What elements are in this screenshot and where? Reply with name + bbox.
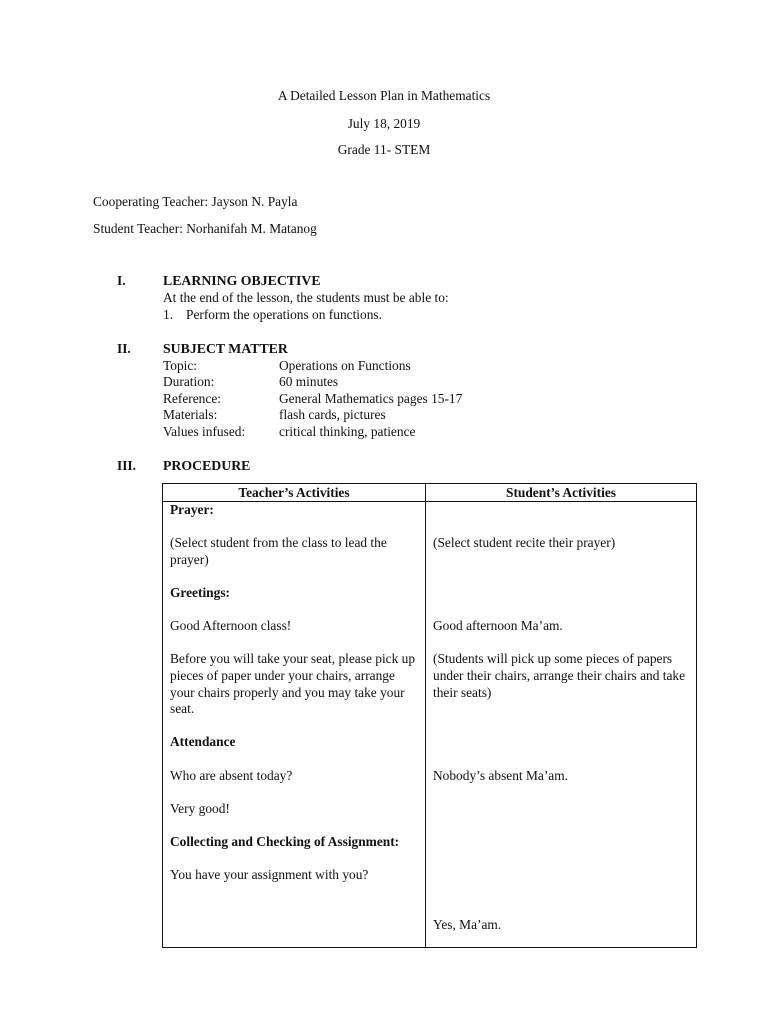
teacher-seat-instruction: Before you will take your seat, please pick up pieces of paper under your chairs, arrange your chairs properly and you may take your seat. bbox=[170, 651, 416, 717]
document-title: A Detailed Lesson Plan in Mathematics bbox=[277, 88, 491, 103]
subject-key-reference: Reference: bbox=[163, 391, 221, 406]
student-greeting: Good afternoon Ma’am. bbox=[433, 618, 563, 634]
subject-value-duration: 60 minutes bbox=[279, 374, 339, 389]
objective-item-number: 1. bbox=[163, 307, 174, 322]
header-student-activities: Student’s Activities bbox=[426, 484, 697, 502]
section-number-2: II. bbox=[117, 341, 131, 356]
section-number-3: III. bbox=[117, 458, 136, 473]
heading-collecting-assignment: Collecting and Checking of Assignment: bbox=[170, 833, 400, 849]
heading-attendance: Attendance bbox=[170, 734, 236, 750]
heading-prayer: Prayer: bbox=[170, 502, 214, 517]
student-teacher: Student Teacher: Norhanifah M. Matanog bbox=[93, 221, 317, 236]
objective-item-text: Perform the operations on functions. bbox=[186, 307, 382, 322]
table-row bbox=[163, 502, 697, 948]
teacher-prayer: (Select student from the class to lead the prayer) bbox=[170, 535, 387, 567]
subject-key-topic: Topic: bbox=[163, 358, 198, 373]
teacher-praise: Very good! bbox=[170, 800, 230, 816]
subject-key-duration: Duration: bbox=[163, 374, 215, 389]
student-prayer: (Select student recite their prayer) bbox=[433, 535, 616, 551]
cooperating-teacher: Cooperating Teacher: Jayson N. Payla bbox=[93, 194, 298, 209]
header-teacher-activities: Teacher’s Activities bbox=[163, 484, 426, 502]
subject-value-reference: General Mathematics pages 15-17 bbox=[279, 391, 463, 406]
section-title-procedure: PROCEDURE bbox=[163, 458, 251, 473]
section-title-learning-objective: LEARNING OBJECTIVE bbox=[163, 273, 321, 288]
subject-value-values: critical thinking, patience bbox=[279, 424, 416, 439]
subject-value-topic: Operations on Functions bbox=[279, 358, 411, 373]
section-number-1: I. bbox=[117, 273, 126, 288]
teacher-assignment-question: You have your assignment with you? bbox=[170, 867, 369, 883]
lesson-date: July 18, 2019 bbox=[347, 116, 421, 131]
section-title-subject-matter: SUBJECT MATTER bbox=[163, 341, 288, 356]
student-activities-cell bbox=[426, 502, 697, 948]
teacher-attendance-question: Who are absent today? bbox=[170, 767, 293, 783]
procedure-table bbox=[162, 483, 697, 948]
teacher-greeting: Good Afternoon class! bbox=[170, 618, 292, 634]
table-header-row bbox=[163, 484, 697, 502]
student-seat-response: (Students will pick up some pieces of papers under their chairs, arrange their chairs and take their seats) bbox=[433, 651, 686, 700]
student-assignment-response: Yes, Ma’am. bbox=[433, 916, 502, 932]
subject-key-values: Values infused: bbox=[163, 424, 246, 439]
heading-greetings: Greetings: bbox=[170, 584, 230, 600]
subject-key-materials: Materials: bbox=[163, 407, 218, 422]
subject-value-materials: flash cards, pictures bbox=[279, 407, 386, 422]
objective-intro: At the end of the lesson, the students must be able to: bbox=[163, 290, 449, 305]
student-attendance-response: Nobody’s absent Ma’am. bbox=[433, 767, 568, 783]
teacher-activities-cell bbox=[163, 502, 426, 948]
grade-level: Grade 11- STEM bbox=[337, 142, 431, 157]
